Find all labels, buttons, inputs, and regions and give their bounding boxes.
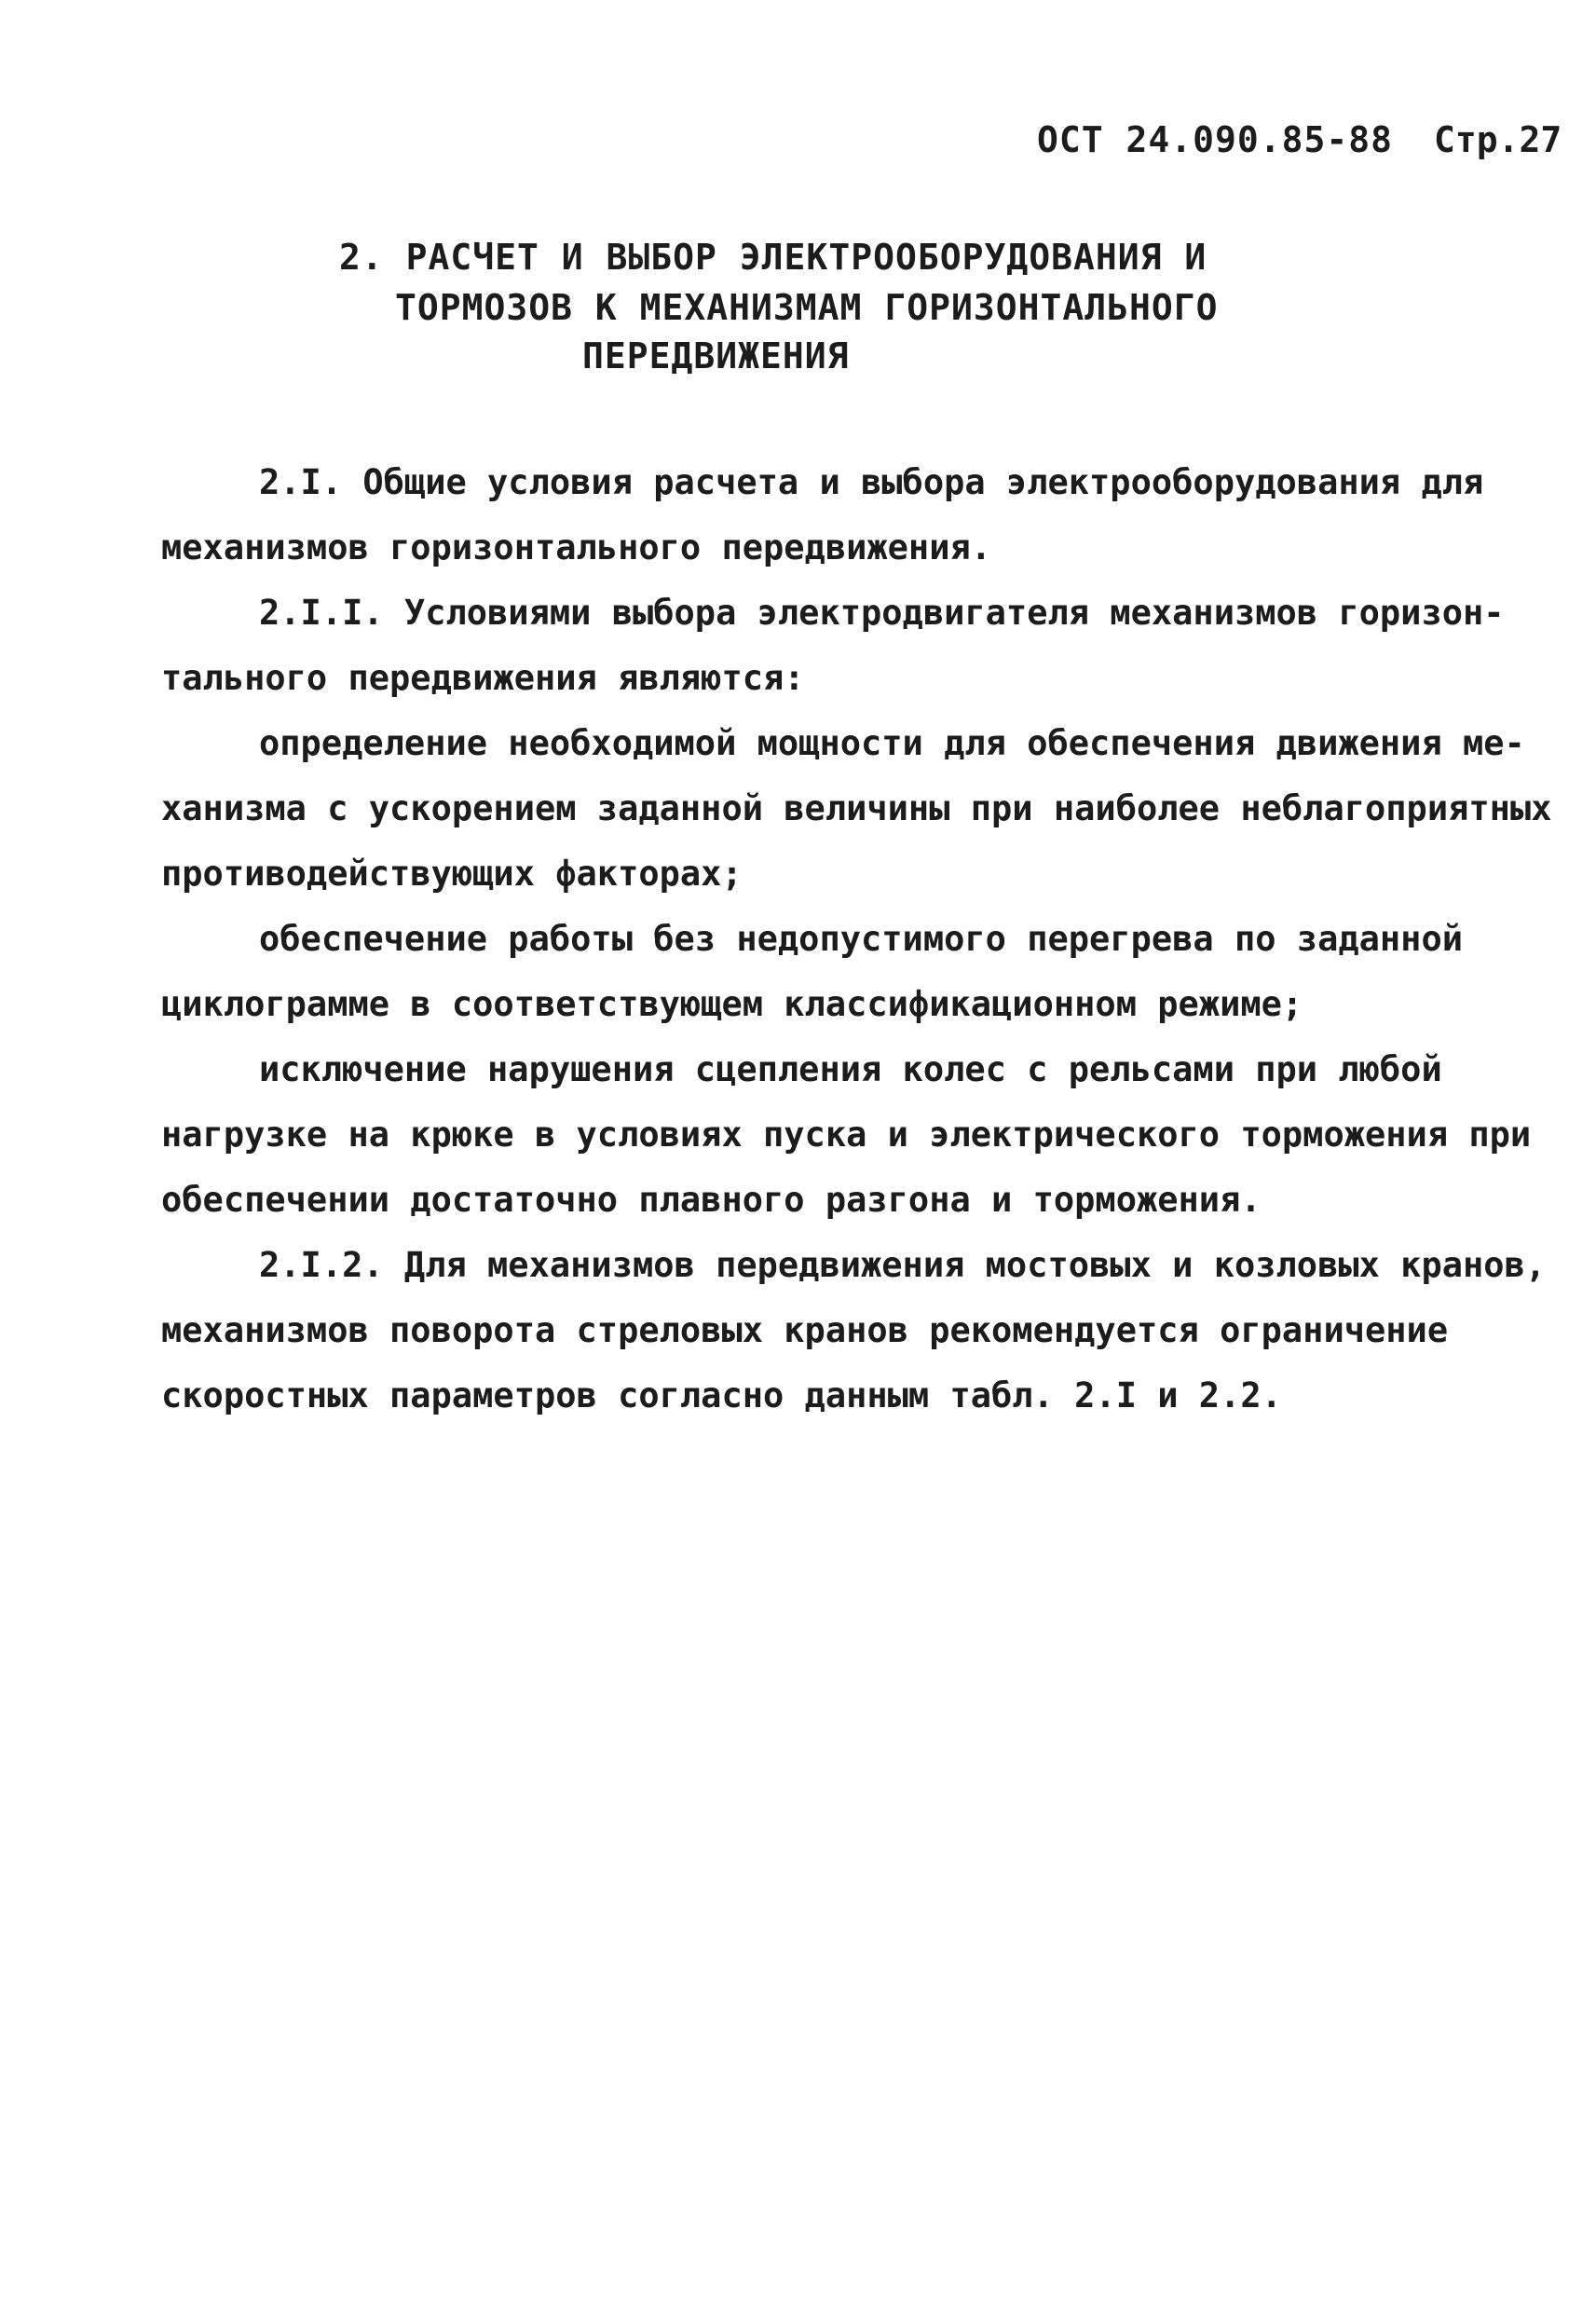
section-title-line-3: ПЕРЕДВИЖЕНИЯ: [582, 335, 850, 376]
paragraph-2-1-line-2: механизмов горизонтального передвижения.: [161, 527, 992, 567]
page-number: Стр.27: [1434, 119, 1562, 160]
condition-3-line-3: обеспечении достаточно плавного разгона и торможения.: [161, 1180, 1262, 1220]
section-title-line-1: 2. РАСЧЕТ И ВЫБОР ЭЛЕКТРООБОРУДОВАНИЯ И: [339, 237, 1207, 278]
paragraph-2-1-2-line-3: скоростных параметров согласно данным табл. 2.I и 2.2.: [161, 1375, 1282, 1415]
paragraph-2-1-1-line-2: тального передвижения являются:: [161, 658, 805, 698]
condition-1-line-3: противодействующих факторах;: [161, 854, 743, 894]
paragraph-2-1-1-line-1: 2.I.I. Условиями выбора электродвигателя механизмов горизон-: [259, 593, 1505, 633]
condition-1-line-1: определение необходимой мощности для обеспечения движения ме-: [259, 723, 1525, 763]
condition-2-line-2: циклограмме в соответствующем классификационном режиме;: [161, 984, 1303, 1024]
condition-3-line-1: исключение нарушения сцепления колес с рельсами при любой: [259, 1049, 1442, 1089]
document-code: ОСТ 24.090.85-88: [1037, 119, 1394, 160]
condition-2-line-1: обеспечение работы без недопустимого перегрева по заданной: [259, 919, 1464, 959]
condition-1-line-2: ханизма с ускорением заданной величины при наиболее неблагоприятных: [161, 788, 1552, 828]
paragraph-2-1-2-line-2: механизмов поворота стреловых кранов рекомендуется ограничение: [161, 1310, 1449, 1350]
condition-3-line-2: нагрузке на крюке в условиях пуска и электрического торможения при: [161, 1114, 1532, 1155]
paragraph-2-1-line-1: 2.I. Общие условия расчета и выбора электрооборудования для: [259, 462, 1484, 502]
section-title-line-2: ТОРМОЗОВ К МЕХАНИЗМАМ ГОРИЗОНТАЛЬНОГО: [395, 287, 1219, 328]
paragraph-2-1-2-line-1: 2.I.2. Для механизмов передвижения мостовых и козловых кранов,: [259, 1245, 1547, 1285]
